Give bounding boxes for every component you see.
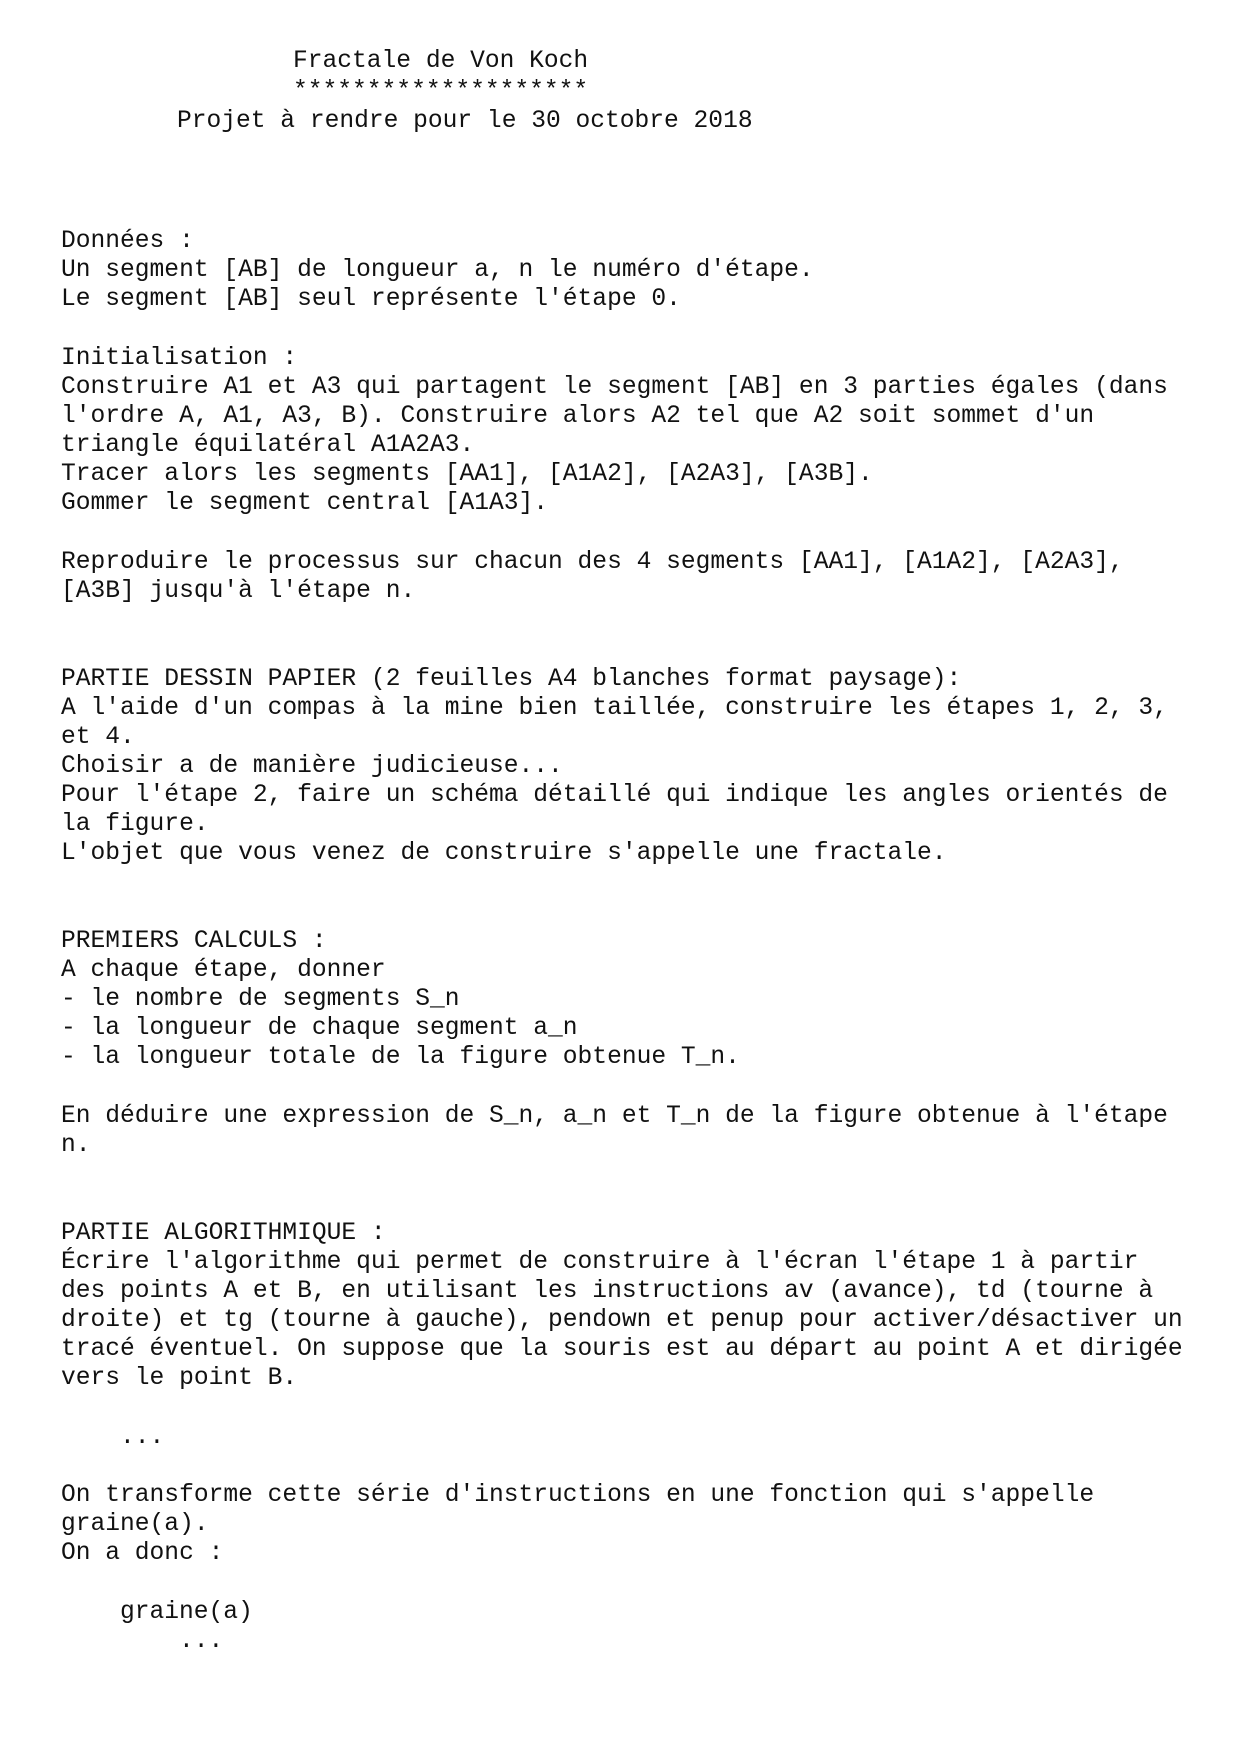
- paragraph-line: Reproduire le processus sur chacun des 4 segments [AA1], [A1A2], [A2A3],: [61, 549, 1124, 576]
- paragraph-line: n.: [61, 1132, 91, 1159]
- paragraph-line: Tracer alors les segments [AA1], [A1A2], [A2A3], [A3B].: [61, 461, 873, 488]
- paragraph-line: tracé éventuel. On suppose que la souris est au départ au point A et dirigée: [61, 1336, 1183, 1363]
- paragraph-line: On a donc :: [61, 1540, 224, 1567]
- code-function-name: graine(a): [120, 1599, 253, 1626]
- paragraph-line: Pour l'étape 2, faire un schéma détaillé qui indique les angles orientés de: [61, 782, 1168, 809]
- paragraph-line: et 4.: [61, 724, 135, 751]
- section-heading-initialisation: Initialisation :: [61, 345, 298, 372]
- paragraph-line: A l'aide d'un compas à la mine bien taillée, construire les étapes 1, 2, 3,: [61, 695, 1168, 722]
- list-item: - le nombre de segments S_n: [61, 986, 460, 1013]
- paragraph-line: Construire A1 et A3 qui partagent le segment [AB] en 3 parties égales (dans: [61, 374, 1168, 401]
- list-item: - la longueur totale de la figure obtenue T_n.: [61, 1044, 740, 1071]
- document-title: Fractale de Von Koch: [293, 48, 589, 75]
- code-body-placeholder: ...: [179, 1628, 224, 1655]
- paragraph-line: L'objet que vous venez de construire s'appelle une fractale.: [61, 840, 947, 867]
- section-heading-premiers-calculs: PREMIERS CALCULS :: [61, 928, 327, 955]
- section-heading-donnees: Données :: [61, 228, 194, 255]
- paragraph-line: des points A et B, en utilisant les instructions av (avance), td (tourne à: [61, 1278, 1154, 1305]
- section-heading-algorithmique: PARTIE ALGORITHMIQUE :: [61, 1220, 386, 1247]
- paragraph-line: Le segment [AB] seul représente l'étape 0.: [61, 286, 681, 313]
- paragraph-line: triangle équilatéral A1A2A3.: [61, 432, 475, 459]
- list-item: - la longueur de chaque segment a_n: [61, 1015, 578, 1042]
- paragraph-line: On transforme cette série d'instructions en une fonction qui s'appelle: [61, 1482, 1095, 1509]
- paragraph-line: graine(a).: [61, 1511, 209, 1538]
- paragraph-line: [A3B] jusqu'à l'étape n.: [61, 578, 416, 605]
- paragraph-line: vers le point B.: [61, 1365, 298, 1392]
- paragraph-line: Un segment [AB] de longueur a, n le numéro d'étape.: [61, 257, 814, 284]
- paragraph-line: Gommer le segment central [A1A3].: [61, 490, 549, 517]
- title-underline: ********************: [293, 78, 589, 105]
- paragraph-line: la figure.: [61, 811, 209, 838]
- paragraph-line: Choisir a de manière judicieuse...: [61, 753, 563, 780]
- paragraph-line: Écrire l'algorithme qui permet de construire à l'écran l'étape 1 à partir: [61, 1249, 1139, 1276]
- paragraph-line: droite) et tg (tourne à gauche), pendown et penup pour activer/désactiver un: [61, 1307, 1183, 1334]
- paragraph-line: l'ordre A, A1, A3, B). Construire alors A2 tel que A2 soit sommet d'un: [61, 403, 1095, 430]
- section-heading-dessin-papier: PARTIE DESSIN PAPIER (2 feuilles A4 blanches format paysage):: [61, 666, 962, 693]
- document-subtitle: Projet à rendre pour le 30 octobre 2018: [177, 108, 753, 135]
- paragraph-line: A chaque étape, donner: [61, 957, 386, 984]
- paragraph-line: En déduire une expression de S_n, a_n et T_n de la figure obtenue à l'étape: [61, 1103, 1168, 1130]
- ellipsis-placeholder: ...: [120, 1424, 165, 1451]
